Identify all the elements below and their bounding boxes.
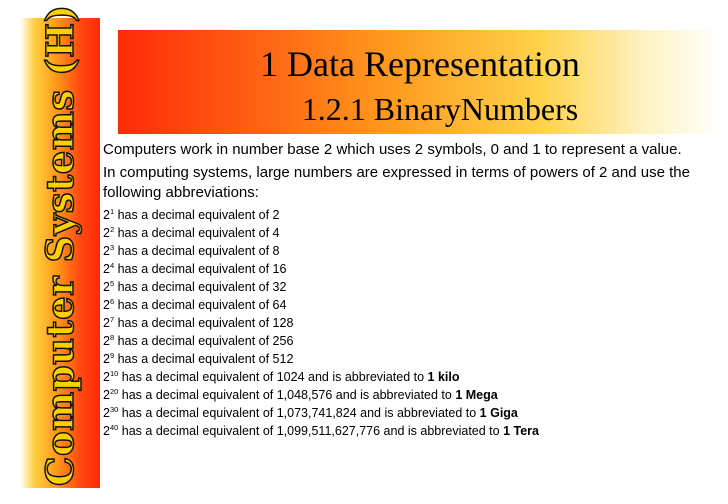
list-item <box>103 242 715 260</box>
power-description: has a decimal equivalent of 1024 and is abbreviated to <box>118 370 428 384</box>
power-exponent: 9 <box>109 351 115 360</box>
power-exponent: 8 <box>109 333 115 342</box>
power-description: has a decimal equivalent of 1,073,741,824 and is abbreviated to <box>118 406 480 420</box>
power-base: 2 <box>103 406 110 420</box>
power-description: has a decimal equivalent of 8 <box>114 244 280 258</box>
power-base: 2 <box>103 298 110 312</box>
power-description: has a decimal equivalent of 64 <box>114 298 287 312</box>
course-title: Computer Systems (H) <box>38 4 82 486</box>
power-exponent: 1 <box>109 207 115 216</box>
power-base: 2 <box>103 280 110 294</box>
power-description: has a decimal equivalent of 1,099,511,627,776 and is abbreviated to <box>118 424 504 438</box>
power-description: has a decimal equivalent of 4 <box>114 226 280 240</box>
power-description: has a decimal equivalent of 32 <box>114 280 287 294</box>
intro-paragraph: Computers work in number base 2 which uses 2 symbols, 0 and 1 to represent a value. <box>103 141 682 158</box>
list-item <box>103 260 715 278</box>
power-exponent: 20 <box>109 387 119 396</box>
abbreviation-paragraph: In computing systems, large numbers are expressed in terms of powers of 2 and use the following abbreviations: <box>103 164 690 201</box>
list-item <box>103 404 715 422</box>
power-exponent: 4 <box>109 261 115 270</box>
list-item <box>103 224 715 242</box>
slide-body <box>103 140 715 440</box>
list-item <box>103 296 715 314</box>
power-abbreviation: 1 Tera <box>503 424 539 438</box>
list-item <box>103 386 715 404</box>
power-description: has a decimal equivalent of 16 <box>114 262 287 276</box>
power-base: 2 <box>103 226 110 240</box>
power-exponent: 3 <box>109 243 115 252</box>
power-abbreviation: 1 Mega <box>455 388 498 402</box>
power-description: has a decimal equivalent of 128 <box>114 316 294 330</box>
power-abbreviation: 1 Giga <box>479 406 518 420</box>
power-description: has a decimal equivalent of 1,048,576 and is abbreviated to <box>118 388 456 402</box>
list-item <box>103 314 715 332</box>
power-base: 2 <box>103 262 110 276</box>
power-description: has a decimal equivalent of 2 <box>114 208 280 222</box>
list-item <box>103 332 715 350</box>
power-base: 2 <box>103 208 110 222</box>
power-abbreviation: 1 kilo <box>427 370 460 384</box>
list-item <box>103 422 715 440</box>
slide-subtitle: 1.2.1 BinaryNumbers <box>301 91 579 127</box>
power-description: has a decimal equivalent of 256 <box>114 334 294 348</box>
power-base: 2 <box>103 370 110 384</box>
power-exponent: 2 <box>109 225 115 234</box>
power-base: 2 <box>103 388 110 402</box>
power-exponent: 40 <box>109 423 119 432</box>
list-item <box>103 350 715 368</box>
power-base: 2 <box>103 424 110 438</box>
list-item <box>103 368 715 386</box>
power-exponent: 10 <box>109 369 119 378</box>
power-base: 2 <box>103 334 110 348</box>
power-description: has a decimal equivalent of 512 <box>114 352 294 366</box>
power-base: 2 <box>103 244 110 258</box>
power-base: 2 <box>103 316 110 330</box>
power-exponent: 30 <box>109 405 119 414</box>
list-item <box>103 278 715 296</box>
power-exponent: 6 <box>109 297 115 306</box>
list-item <box>103 206 715 224</box>
power-base: 2 <box>103 352 110 366</box>
power-exponent: 7 <box>109 315 115 324</box>
power-exponent: 5 <box>109 279 115 288</box>
powers-of-two-list <box>103 206 715 440</box>
slide-title: 1 Data Representation <box>260 44 580 84</box>
